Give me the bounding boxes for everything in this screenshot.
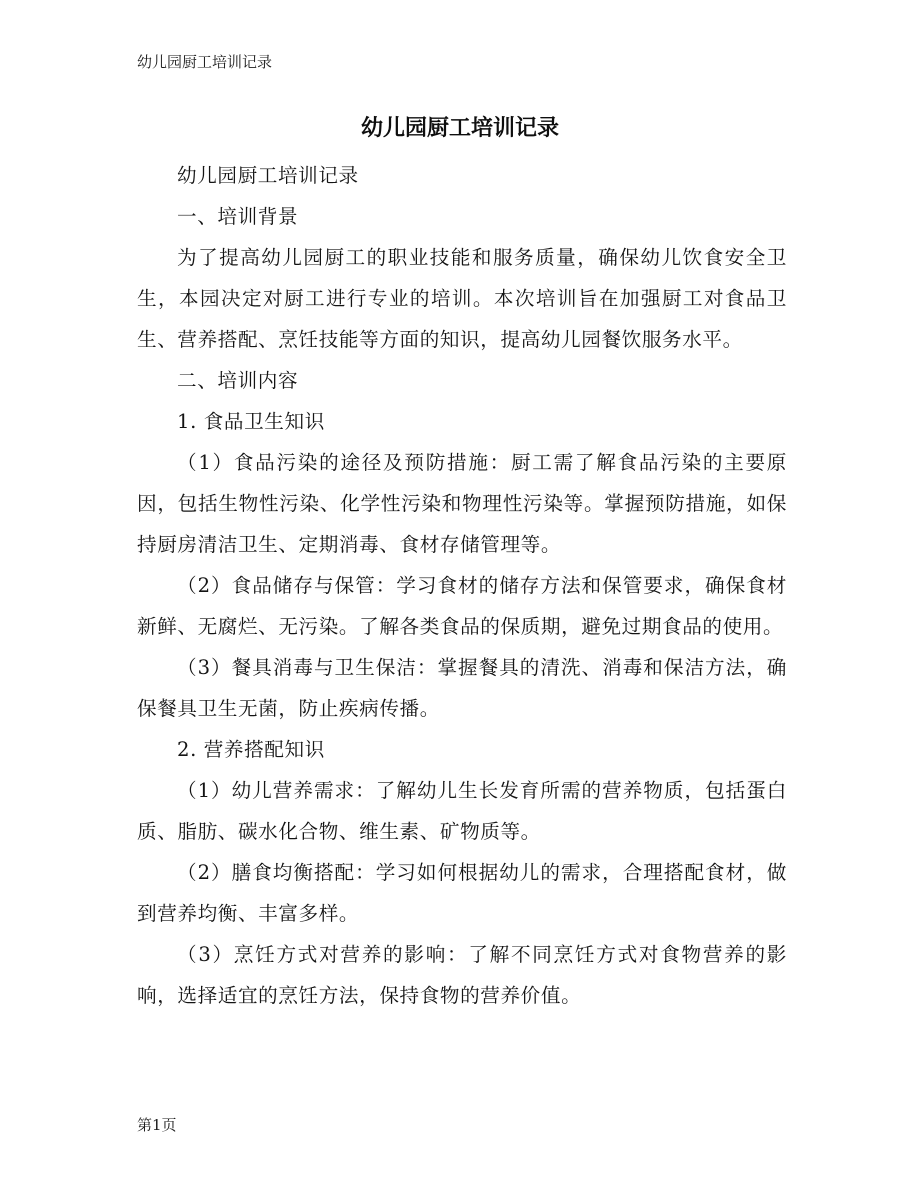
subsection-heading-food-hygiene: 1. 食品卫生知识 — [177, 410, 325, 433]
item-balanced-diet: （2）膳食均衡搭配：学习如何根据幼儿的需求，合理搭配食材，做到营养均衡、丰富多样。 — [137, 861, 787, 925]
document-body — [137, 155, 787, 1016]
item-food-storage: （2）食品储存与保管：学习食材的储存方法和保管要求，确保食材新鲜、无腐烂、无污染。了解各类食品的保质期，避免过期食品的使用。 — [137, 574, 787, 638]
document-title: 幼儿园厨工培训记录 — [360, 116, 559, 141]
subsection-heading-nutrition: 2. 营养搭配知识 — [177, 738, 325, 761]
item-tableware-disinfection: （3）餐具消毒与卫生保洁：掌握餐具的清洗、消毒和保洁方法，确保餐具卫生无菌，防止疾病传播。 — [137, 656, 787, 720]
item-food-contamination: （1）食品污染的途径及预防措施：厨工需了解食品污染的主要原因，包括生物性污染、化学性污染和物理性污染等。掌握预防措施，如保持厨房清洁卫生、定期消毒、食材存储管理等。 — [137, 451, 787, 556]
section-heading-content: 二、培训内容 — [177, 369, 299, 392]
section-heading-background: 一、培训背景 — [177, 205, 299, 228]
item-child-nutrition-needs: （1）幼儿营养需求：了解幼儿生长发育所需的营养物质，包括蛋白质、脂肪、碳水化合物、维生素、矿物质等。 — [137, 779, 787, 843]
running-header: 幼儿园厨工培训记录 — [137, 53, 273, 71]
page-number: 第1页 — [137, 1116, 177, 1134]
subtitle-paragraph: 幼儿园厨工培训记录 — [177, 164, 359, 187]
item-cooking-method-effects: （3）烹饪方式对营养的影响：了解不同烹饪方式对食物营养的影响，选择适宜的烹饪方法，保持食物的营养价值。 — [137, 943, 787, 1007]
background-paragraph: 为了提高幼儿园厨工的职业技能和服务质量，确保幼儿饮食安全卫生，本园决定对厨工进行专业的培训。本次培训旨在加强厨工对食品卫生、营养搭配、烹饪技能等方面的知识，提高幼儿园餐饮服务水平。 — [137, 246, 787, 351]
